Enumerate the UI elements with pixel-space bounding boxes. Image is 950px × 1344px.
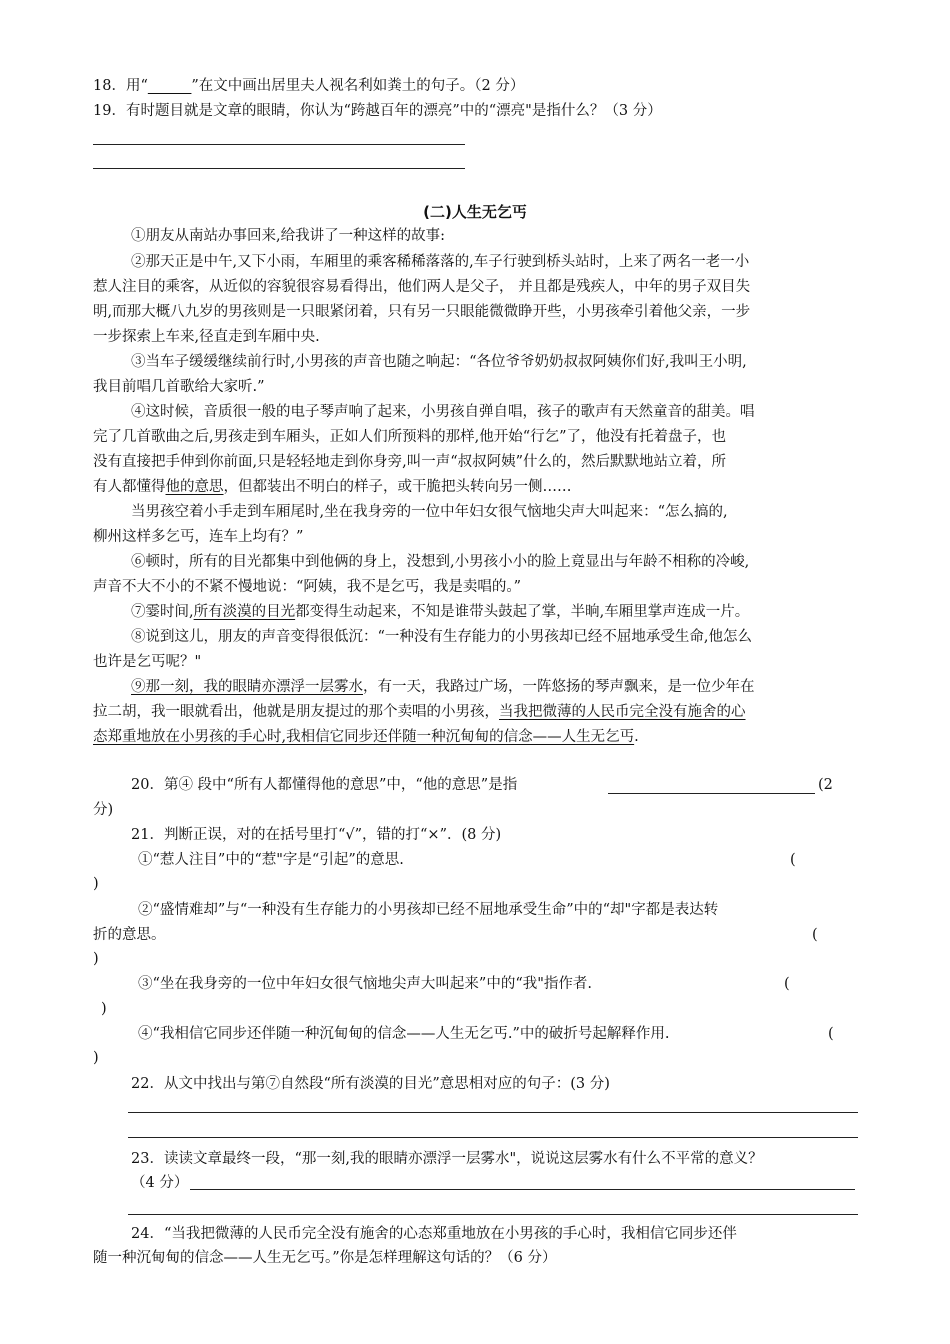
- q21-item-4: ④“我相信它同步还伴随一种沉甸甸的信念——人生无乞丐.”中的破折号起解释作用.: [138, 1026, 670, 1042]
- paragraph-8-line-2: 也许是乞丐呢？": [93, 654, 202, 670]
- paragraph-4-line-3: 没有直接把手伸到你前面,只是轻轻地走到你身旁,叫一声“叔叔阿姨”什么的，然后默默地站立着，所: [93, 454, 727, 470]
- p7-text-pre: ⑦霎时间,: [131, 604, 194, 620]
- paragraph-1: ①朋友从南站办事回来,给我讲了一种这样的故事:: [131, 228, 445, 244]
- q20-score-a: (2: [818, 777, 833, 793]
- q21-item-2-line-1: ②“盛情难却”与“一种没有生存能力的小男孩却已经不屈地承受生命”中的“却"字都是表达转: [138, 902, 719, 918]
- p9-underlined-belief-2: 态郑重地放在小男孩的手心时,我相信它同步还伴随一种沉甸甸的信念——人生无乞丐: [93, 729, 635, 745]
- p7-text-post: 都变得生动起来，不知是谁带头鼓起了掌，半晌,车厢里掌声连成一片。: [295, 604, 750, 620]
- paragraph-6-line-1: ⑥顿时，所有的目光都集中到他俩的身上，没想到,小男孩小小的脸上竟显出与年龄不相称的冷峻,: [131, 554, 750, 570]
- question-24-line-1: 24．“当我把微薄的人民币完全没有施舍的心态郑重地放在小男孩的手心时，我相信它同步还伴: [131, 1226, 737, 1242]
- q21-item-3-open-paren[interactable]: (: [784, 976, 790, 992]
- paragraph-6-line-2: 声音不大不小的不紧不慢地说：“阿姨，我不是乞丐，我是卖唱的。”: [93, 579, 522, 595]
- p7-underlined-indifferent-gaze: 所有淡漠的目光: [193, 604, 296, 620]
- p9-text-post-1: ，有一天，我路过广场，一阵悠扬的琴声飘来，是一位少年在: [363, 679, 755, 695]
- p9-underlined-belief-1: 当我把微薄的人民币完全没有施舍的心: [499, 704, 746, 720]
- paragraph-5-line-2: 柳州这样多乞丐，连车上均有？”: [93, 529, 304, 545]
- p4-text-pre: 有人都懂得: [93, 479, 166, 495]
- q18-blank: ______: [147, 78, 192, 94]
- q20-score-b: 分): [93, 802, 114, 818]
- q22-answer-line-2[interactable]: [128, 1137, 858, 1138]
- paragraph-5-line-1: 当男孩空着小手走到车厢尾时,坐在我身旁的一位中年妇女很气恼地尖声大叫起来：“怎么搞的,: [131, 504, 728, 520]
- paragraph-8-line-1: ⑧说到这儿，朋友的声音变得很低沉：“一种没有生存能力的小男孩却已经不屈地承受生命,他怎么: [131, 629, 753, 645]
- p4-text-post: ，但都装出不明白的样子，或干脆把头转向另一侧……: [223, 479, 572, 495]
- q21-item-1-close-paren: ): [93, 876, 99, 892]
- q22-answer-line-1[interactable]: [128, 1112, 858, 1113]
- question-18: [93, 76, 524, 96]
- paragraph-4-line-1: ④这时候，音质很一般的电子琴声响了起来，小男孩自弹自唱，孩子的歌声有天然童音的甜美。唱: [131, 404, 755, 420]
- paragraph-2-line-2: 惹人注目的乘客，从近似的容貌很容易看得出，他们两人是父子， 并且都是残疾人，中年的男子双目失: [93, 279, 751, 295]
- paragraph-2-line-4: 一步探索上车来,径直走到车厢中央.: [93, 329, 320, 345]
- q23-answer-line-1[interactable]: [190, 1189, 855, 1190]
- q21-item-1: ①“惹人注目”中的“惹"字是“引起”的意思.: [138, 852, 404, 868]
- paragraph-3-line-1: ③当车子缓缓继续前行时,小男孩的声音也随之响起：“各位爷爷奶奶叔叔阿姨你们好,我叫王小明,: [131, 354, 747, 370]
- q21-item-3-close-paren: ): [101, 1001, 107, 1017]
- q19-answer-line-1[interactable]: [93, 144, 465, 145]
- paragraph-3-line-2: 我目前唱几首歌给大家听.”: [93, 379, 265, 395]
- q18-text-post: ”在文中画出居里夫人视名利如粪土的句子。（2 分）: [191, 78, 525, 94]
- q21-item-3: ③“坐在我身旁的一位中年妇女很气恼地尖声大叫起来”中的“我"指作者.: [138, 976, 593, 992]
- p9-text-post-3: .: [634, 729, 639, 745]
- q21-item-4-close-paren: ): [93, 1050, 99, 1066]
- p4-underlined-his-meaning: 他的意思: [165, 479, 224, 495]
- paragraph-4-line-4: [93, 477, 572, 497]
- question-23-line-2: （4 分）: [131, 1175, 189, 1191]
- paragraph-9-line-1: [131, 677, 755, 697]
- question-19: 19．有时题目就是文章的眼睛，你认为“跨越百年的漂亮”中的“漂亮"是指什么？（3 分）: [93, 103, 662, 119]
- q21-item-2-open-paren[interactable]: (: [812, 927, 818, 943]
- paragraph-9-line-2: [93, 702, 746, 722]
- question-22: 22．从文中找出与第⑦自然段“所有淡漠的目光”意思相对应的句子：(3 分): [131, 1076, 610, 1092]
- q18-text-pre: 18．用“: [93, 78, 148, 94]
- question-21-stem: 21．判断正误，对的在括号里打“√”，错的打“×”．(8 分): [131, 827, 502, 843]
- question-23-line-1: 23．读读文章最终一段，“那一刻,我的眼睛亦漂浮一层雾水"，说说这层雾水有什么不平常的意义？: [131, 1151, 763, 1167]
- q23-answer-line-2[interactable]: [128, 1214, 858, 1215]
- question-20: 20．第④ 段中“所有人都懂得他的意思”中，“他的意思”是指: [131, 777, 518, 793]
- q21-item-1-open-paren[interactable]: (: [790, 852, 796, 868]
- q20-answer-line[interactable]: [608, 793, 815, 794]
- q21-item-4-open-paren[interactable]: (: [828, 1026, 834, 1042]
- q21-item-2-line-2: 折的意思。: [93, 927, 166, 943]
- question-24-line-2: 随一种沉甸甸的信念——人生无乞丐。”你是怎样理解这句话的？（6 分）: [93, 1250, 557, 1266]
- paragraph-7: [131, 602, 749, 622]
- paragraph-2-line-3: 明,而那大概八九岁的男孩则是一只眼紧闭着，只有另一只眼能微微睁开些，小男孩牵引着他父亲，一步: [93, 304, 751, 320]
- q19-answer-line-2[interactable]: [93, 168, 465, 169]
- p9-text-pre-2: 拉二胡，我一眼就看出，他就是朋友提过的那个卖唱的小男孩，: [93, 704, 499, 720]
- p9-underlined-mist: ⑨那一刻，我的眼睛亦漂浮一层雾水: [131, 679, 363, 695]
- paragraph-4-line-2: 完了几首歌曲之后,男孩走到车厢头，正如人们所预料的那样,他开始“行乞”了，他没有托着盘子，也: [93, 429, 727, 445]
- paragraph-2-line-1: ②那天正是中午,又下小雨，车厢里的乘客稀稀落落的,车子行驶到桥头站时，上来了两名一老一小: [131, 254, 750, 270]
- section-title: (二)人生无乞丐: [423, 203, 527, 221]
- q21-item-2-close-paren: ): [93, 951, 99, 967]
- paragraph-9-line-3: [93, 727, 639, 747]
